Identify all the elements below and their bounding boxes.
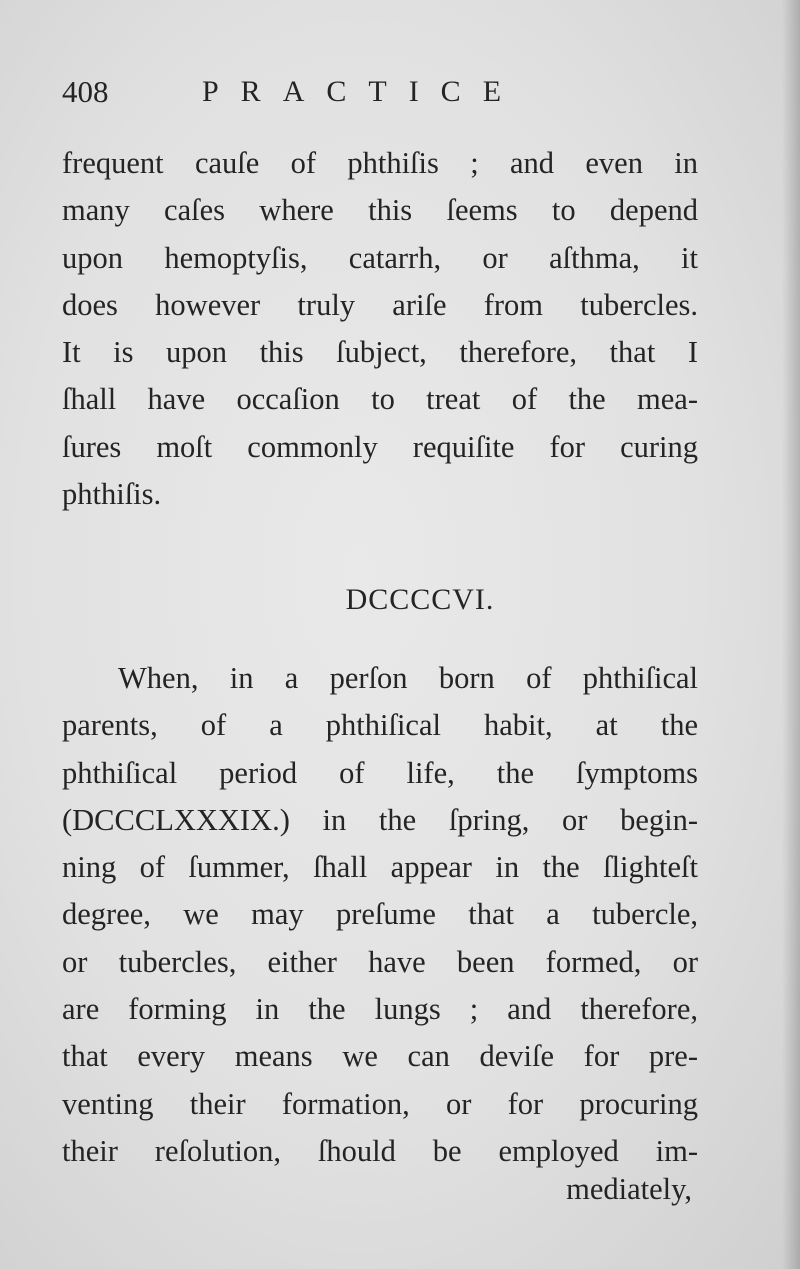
paragraph-1 <box>62 140 698 518</box>
page-header <box>62 72 702 116</box>
text-line: parents, of a phthiſical habit, at the <box>62 708 698 743</box>
text-line: It is upon this ſubject, therefore, that I <box>62 335 698 370</box>
text-line: When, in a perſon born of phthiſical <box>118 661 698 695</box>
text-line: phthiſical period of life, the ſymptoms <box>62 755 698 790</box>
text-line: does however truly ariſe from tubercles. <box>62 287 698 322</box>
text-line: frequent cauſe of phthiſis ; and even in <box>62 146 698 180</box>
page-number: 408 <box>62 74 109 109</box>
text-line: that every means we can deviſe for pre- <box>62 1039 698 1074</box>
text-line: phthiſis. <box>62 477 162 512</box>
section-heading: DCCCCVI. <box>345 583 495 616</box>
text-line: degree, we may preſume that a tubercle, <box>62 897 698 932</box>
text-line: ſures moſt commonly requiſite for curing <box>62 429 698 464</box>
running-head: PRACTICE <box>202 75 524 108</box>
text-line: venting their formation, or for procuring <box>62 1086 698 1121</box>
text-line: ning of ſummer, ſhall appear in the ſlighteſt <box>62 850 698 885</box>
page-edge-shadow <box>782 0 800 1269</box>
text-line: upon hemoptyſis, catarrh, or aſthma, it <box>62 240 698 275</box>
catchword: mediately, <box>566 1172 692 1206</box>
text-line: many caſes where this ſeems to depend <box>62 193 698 228</box>
text-line: or tubercles, either have been formed, or <box>62 944 698 979</box>
paragraph-2 <box>62 655 698 1175</box>
text-line: ſhall have occaſion to treat of the mea- <box>62 382 698 417</box>
text-line: their reſolution, ſhould be employed im- <box>62 1133 698 1168</box>
text-line: (DCCCLXXXIX.) in the ſpring, or begin- <box>62 802 698 837</box>
text-line: are forming in the lungs ; and therefore, <box>62 992 698 1027</box>
